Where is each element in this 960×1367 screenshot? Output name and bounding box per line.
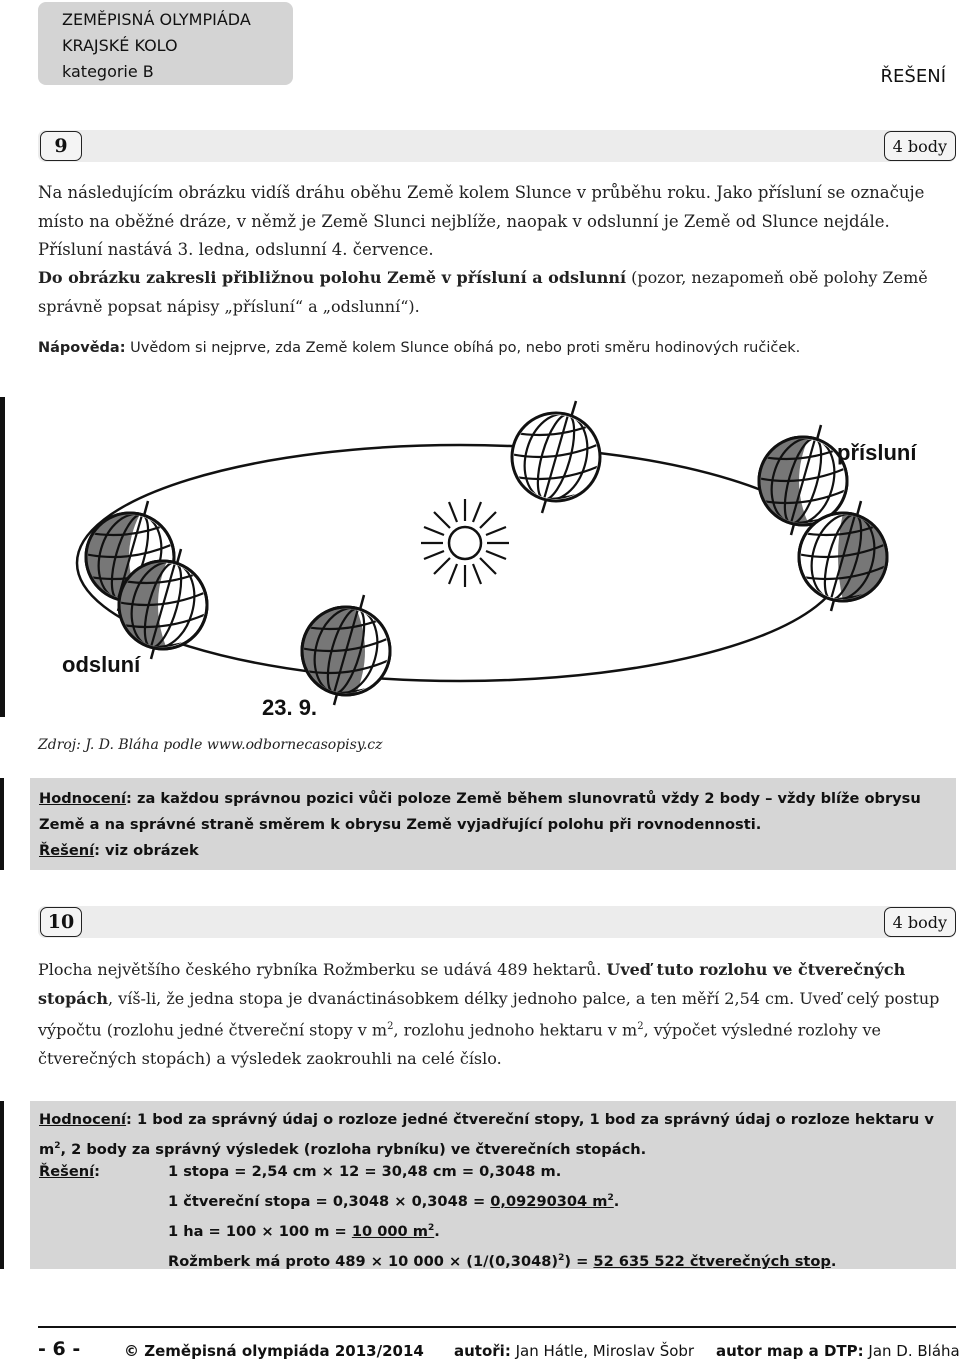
task-10-t5: , výpočet výsledné rozlohy ve čtverečných stopách) a výsledek zaokrouhli na celé číslo. xyxy=(38,1020,882,1068)
solution-10-label: Řešení xyxy=(39,1163,95,1180)
solution-line-3: 1 ha = 100 × 100 m = 10 000 $m^2$. xyxy=(168,1222,440,1240)
footer-authors: autoři: Jan Hátle, Miroslav Šobr xyxy=(454,1342,695,1360)
eval-10-text xyxy=(39,1107,949,1163)
task-10-bar xyxy=(38,906,956,938)
footer-copyright: © Zeměpisná olympiáda 2013/2014 xyxy=(124,1342,424,1360)
header-category: kategorie B xyxy=(62,62,154,81)
footer-rule xyxy=(38,1326,956,1328)
task-9-hint xyxy=(38,340,800,356)
solution-10-lines xyxy=(168,1159,948,1275)
hint-text: Uvědom si nejprve, zda Země kolem Slunce obíhá po, nebo proti směru hodinových ručiček. xyxy=(125,340,801,356)
earth-globe-top xyxy=(506,401,606,513)
eval-10-body-2: , 2 body za správný výsledek (rozloha rybníku) ve čtverečních stopách. xyxy=(60,1140,647,1158)
earth-globe-equinox xyxy=(296,595,396,705)
eval-9-body: : za každou správnou pozici vůči poloze Země během slunovratů vždy 2 body – vždy blíže obrysu Země a na správné straně směrem k obrysu Země vyjadřující polohu při rovnodennosti. xyxy=(39,790,921,833)
eval-9-rule xyxy=(0,778,4,870)
solution-10: Řešení: xyxy=(39,1163,100,1180)
label-date: 23. 9. xyxy=(262,695,318,720)
task-10-points: 4 body xyxy=(884,907,956,937)
page-number: - 6 - xyxy=(38,1338,81,1360)
task-9-intro: Na následujícím obrázku vidíš dráhu oběhu Země kolem Slunce v průběhu roku. Jako přísluní se označuje místo na oběžné dráze, v němž je Země Slunci nejblíže, naopak v odslunní je Země od Slunce nejdále. Přísluní nastává 3. ledna, odslunní 4. července. xyxy=(38,183,925,259)
task-10-sup-a: 2 xyxy=(387,1021,394,1032)
eval-10-rule xyxy=(0,1101,4,1269)
task-10-t2: Uveď tuto rozlohu ve čtverečných stopách xyxy=(38,960,906,1008)
task-10-t3: , víš-li, že jedna stopa je dvanáctinásobkem délky jednoho palce, a ten měří 2,54 cm. Uveď celý postup výpočtu (rozlohu jedné čtvereční stopy v m xyxy=(38,988,940,1040)
task-9-instruction-bold: Do obrázku zakresli přibližnou polohu Země v přísluní a odslunní xyxy=(38,268,627,287)
header-title: ZEMĚPISNÁ OLYMPIÁDA xyxy=(62,10,251,29)
eval-9-label: Hodnocení xyxy=(39,790,127,807)
solution-9-label: Řešení xyxy=(39,842,95,859)
task-10-t4: , rozlohu jednoho hektaru v m xyxy=(393,1020,638,1040)
figure-source: Zdroj: J. D. Bláha podle www.odbornecasopisy.cz xyxy=(38,737,383,753)
task-9-points: 4 body xyxy=(884,131,956,161)
task-10-t1: Plocha největšího českého rybníka Rožmberku se udává 489 hektarů. xyxy=(38,960,607,979)
eval-9-text xyxy=(39,786,949,864)
header-box xyxy=(38,2,293,85)
eval-10-label: Hodnocení xyxy=(39,1111,127,1128)
task-9-instruction-rest: (pozor, nezapomeň obě polohy Země správně popsat nápisy „přísluní“ a „odslunní“). xyxy=(38,268,928,316)
orbit-figure xyxy=(40,395,940,725)
task-10-sup-b: 2 xyxy=(637,1021,644,1032)
task-9-text xyxy=(38,179,956,265)
solution-line-4: Rožmberk má proto 489 × 10 $000 \times (1/(0,3048)^2) = 52$ 635 522 čtverečných stop. xyxy=(168,1252,837,1270)
task-10-number: 10 xyxy=(40,907,82,937)
eval-9-box xyxy=(30,778,956,870)
eval-10-body-1: : 1 bod za správný údaj o rozloze jedné čtvereční stopy, 1 bod za správný údaj o rozloze hektaru v m xyxy=(39,1111,934,1158)
footer-dtp: autor map a DTP: Jan D. Bláha xyxy=(716,1342,960,1360)
figure-rule xyxy=(0,397,5,717)
task-10-text xyxy=(38,956,956,1073)
eval-10-box xyxy=(30,1101,956,1269)
task-9-instruction xyxy=(38,264,956,321)
eval-10-sup: 2 xyxy=(54,1141,61,1151)
sun-icon xyxy=(421,499,509,587)
label-odsluni: odsluní xyxy=(62,652,141,677)
solution-line-2: 1 čtvereční stopa = 0,3048 × 0,3048 = 0,09290304 $m^2$. xyxy=(168,1192,620,1210)
header-round: KRAJSKÉ KOLO xyxy=(62,36,178,55)
hint-label: Nápověda: xyxy=(38,340,126,356)
solution-line-1: 1 stopa = 2,54 cm × 12 = 30,48 cm = 0,3048 m. xyxy=(168,1163,562,1180)
task-9-number: 9 xyxy=(40,131,82,161)
label-prisluni: přísluní xyxy=(837,440,917,465)
section-label: ŘEŠENÍ xyxy=(880,66,946,87)
solution-9-body: : viz obrázek xyxy=(94,842,199,859)
task-9-bar xyxy=(38,130,956,162)
orbit-ellipse xyxy=(77,445,843,681)
